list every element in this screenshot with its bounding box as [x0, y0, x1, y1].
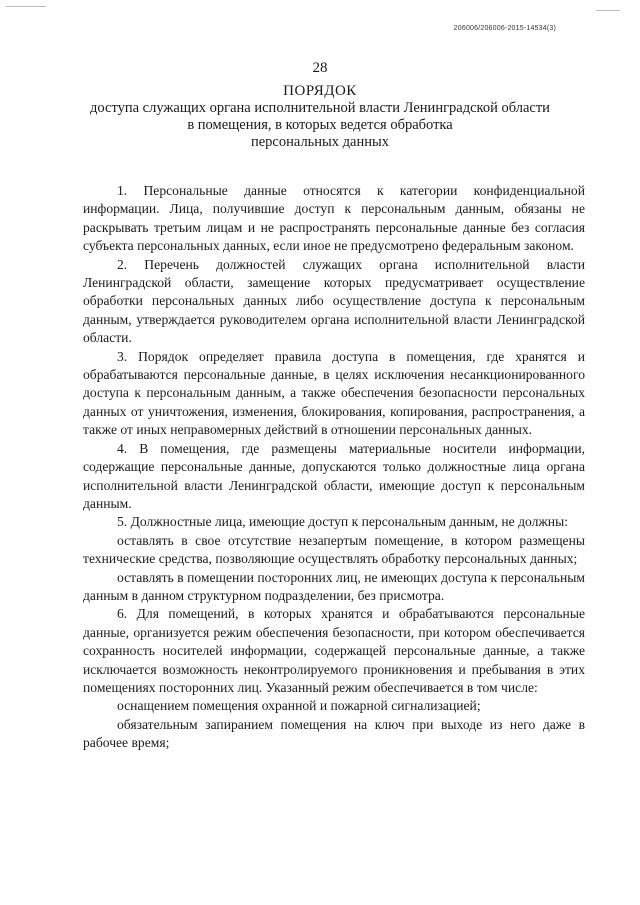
title-line: персональных данных	[250, 134, 389, 150]
paragraph-6-item-2: обязательным запиранием помещения на ключ при выходе из него даже в рабочее время;	[83, 716, 585, 751]
paragraph-6: 6. Для помещений, в которых хранятся и обрабатываются персональные данные, организуется режим обеспечения безопасности, при котором обеспечивается сохранность носителей информации, содержащей персональные данные, а также исключается возможность неконтролируемого проникновения и пребывания в этих помещениях посторонних лиц. Указанный режим обеспечивается в том числе:	[83, 606, 585, 695]
paragraph-4: 4. В помещения, где размещены материальные носители информации, содержащие персональные данные, допускаются только должностные лица органа исполнительной власти Ленинградской области, имеющие доступ к персональным данным.	[83, 440, 585, 511]
title-line: доступа служащих органа исполнительной власти Ленинградской области	[90, 100, 550, 116]
paragraph-5-item-1: оставлять в свое отсутствие незапертым помещение, в котором размещены технические средства, позволяющие осуществлять обработку персональных данных;	[83, 532, 585, 567]
paragraph-1: 1. Персональные данные относятся к категории конфиденциальной информации. Лица, получившие доступ к персональным данным, обязаны не раскрывать третьим лицам и не распространять персональные данные без согласия субъекта персональных данных, если иное не предусмотрено федеральным законом.	[83, 183, 585, 254]
paragraph-3: 3. Порядок определяет правила доступа в помещения, где хранятся и обрабатываются персональные данные, в целях исключения несанкционированного доступа к персональным данным, а также обеспечения безопасности персональных данных от уничтожения, изменения, блокирования, копирования, распространения, а также от иных неправомерных действий в отношении персональных данных.	[83, 348, 585, 438]
paragraph-6-item-1: оснащением помещения охранной и пожарной сигнализацией;	[117, 698, 481, 714]
document-title	[40, 83, 600, 151]
scan-artifact-top-right	[596, 10, 620, 11]
document-body	[83, 182, 585, 753]
title-heading: ПОРЯДОК	[283, 83, 357, 99]
scan-artifact-top-left	[6, 6, 46, 7]
title-line: в помещения, в которых ведется обработка	[187, 117, 453, 133]
paragraph-5-item-2: оставлять в помещении посторонних лиц, не имеющих доступа к персональным данным в данном структурном подразделении, без присмотра.	[83, 569, 585, 603]
paragraph-5: 5. Должностные лица, имеющие доступ к персональным данным, не должны:	[117, 514, 568, 530]
document-id: 206006/206006-2015-14534(3)	[453, 25, 556, 32]
paragraph-2: 2. Перечень должностей служащих органа исполнительной власти Ленинградской области, замещение которых предусматривает осуществление обработки персональных данных либо осуществление доступа к персональным данным, утверждается руководителем органа исполнительной власти Ленинградской области.	[83, 256, 585, 346]
page-number: 28	[312, 60, 328, 76]
